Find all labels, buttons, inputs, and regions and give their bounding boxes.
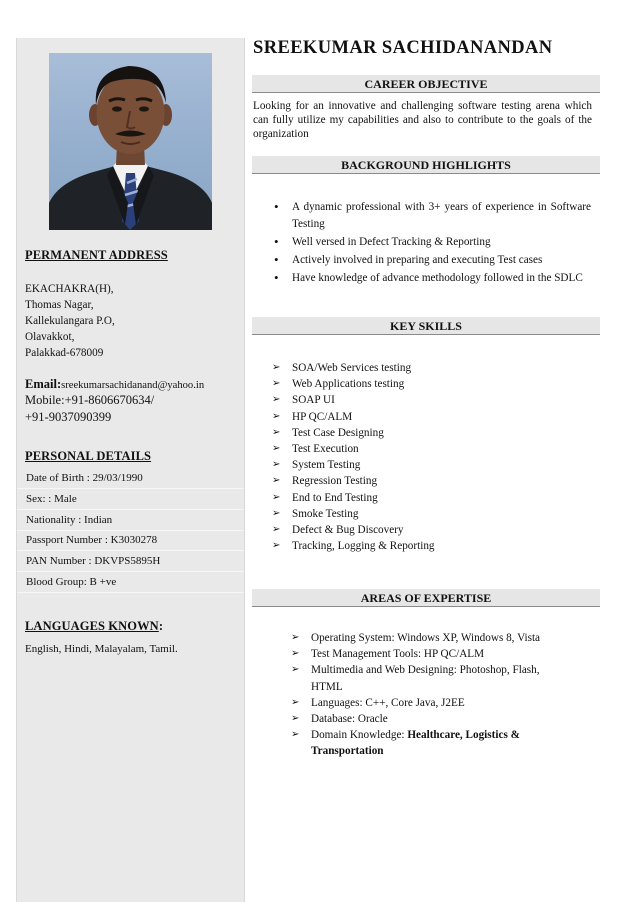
list-item xyxy=(291,727,573,759)
personal-details-heading: PERSONAL DETAILS xyxy=(25,449,152,463)
languages-heading-colon: : xyxy=(158,619,164,633)
languages-heading-text: LANGUAGES KNOWN xyxy=(25,619,159,633)
list-item: • Have knowledge of advance methodology followed in the SDLC xyxy=(272,270,591,287)
personal-detail-row: Passport Number : K3030278 xyxy=(17,530,244,551)
career-objective-heading: CAREER OBJECTIVE xyxy=(252,75,600,93)
key-skills-list xyxy=(272,360,592,554)
email-link[interactable]: sreekumarsachidanand@yahoo.in xyxy=(61,380,205,391)
list-item: • A dynamic professional with 3+ years of experience in Software Testing xyxy=(272,199,591,232)
areas-of-expertise-list xyxy=(291,630,573,760)
career-objective-text: Looking for an innovative and challenging software testing arena which can fully utilize my capabilities and also to contribute to the goals of the organization xyxy=(253,100,592,141)
list-item: • Actively involved in preparing and executing Test cases xyxy=(272,252,591,269)
profile-photo xyxy=(49,53,212,230)
address-line: Thomas Nagar, xyxy=(25,299,94,311)
list-item: ➢ SOAP UI xyxy=(272,392,592,408)
mobile-line: +91-9037090399 xyxy=(25,410,112,424)
address-line: Palakkad-678009 xyxy=(25,347,104,359)
list-item: ➢ Test Management Tools: HP QC/ALM xyxy=(291,646,573,662)
list-item: • Well versed in Defect Tracking & Reporting xyxy=(272,234,591,251)
personal-detail-row: Date of Birth : 29/03/1990 xyxy=(17,468,244,489)
address-line: Kallekulangara P.O, xyxy=(25,315,115,327)
list-item: ➢ Tracking, Logging & Reporting xyxy=(272,538,592,554)
list-item: ➢ Database: Oracle xyxy=(291,711,573,727)
background-highlights-list xyxy=(272,199,591,288)
languages-text: English, Hindi, Malayalam, Tamil. xyxy=(25,643,178,655)
list-item: ➢ Smoke Testing xyxy=(272,506,592,522)
list-item: ➢ Regression Testing xyxy=(272,473,592,489)
domain-knowledge-label: Domain Knowledge: xyxy=(311,729,408,742)
list-item: ➢ HP QC/ALM xyxy=(272,409,592,425)
address-line: Olavakkot, xyxy=(25,331,75,343)
list-item: ➢ SOA/Web Services testing xyxy=(272,360,592,376)
personal-detail-row: PAN Number : DKVPS5895H xyxy=(17,551,244,572)
areas-of-expertise-heading: AREAS OF EXPERTISE xyxy=(252,589,600,607)
personal-detail-row: Blood Group: B +ve xyxy=(17,572,244,593)
email-label: Email: xyxy=(25,377,62,391)
key-skills-heading: KEY SKILLS xyxy=(252,317,600,335)
personal-detail-row: Sex: : Male xyxy=(17,489,244,510)
list-item: ➢ Web Applications testing xyxy=(272,376,592,392)
sidebar xyxy=(16,38,245,902)
list-item: ➢ System Testing xyxy=(272,457,592,473)
candidate-name: SREEKUMAR SACHIDANANDAN xyxy=(253,38,553,58)
personal-detail-row: Nationality : Indian xyxy=(17,510,244,531)
list-item: ➢ Multimedia and Web Designing: Photoshop, Flash, HTML xyxy=(291,662,573,694)
permanent-address-heading: PERMANENT ADDRESS xyxy=(25,248,168,262)
background-highlights-heading: BACKGROUND HIGHLIGHTS xyxy=(252,156,600,174)
list-item: ➢ Operating System: Windows XP, Windows 8, Vista xyxy=(291,630,573,646)
list-item: ➢ Test Case Designing xyxy=(272,425,592,441)
list-item: ➢ End to End Testing xyxy=(272,490,592,506)
domain-knowledge-value: Healthcare, Logistics & Transportation xyxy=(311,729,520,758)
address-line: EKACHAKRA(H), xyxy=(25,283,114,295)
list-item: ➢ Defect & Bug Discovery xyxy=(272,522,592,538)
mobile-line: Mobile:+91-8606670634/ xyxy=(25,393,155,407)
list-item: ➢ Test Execution xyxy=(272,441,592,457)
languages-heading xyxy=(25,619,163,634)
list-item: ➢ Languages: C++, Core Java, J2EE xyxy=(291,695,573,711)
